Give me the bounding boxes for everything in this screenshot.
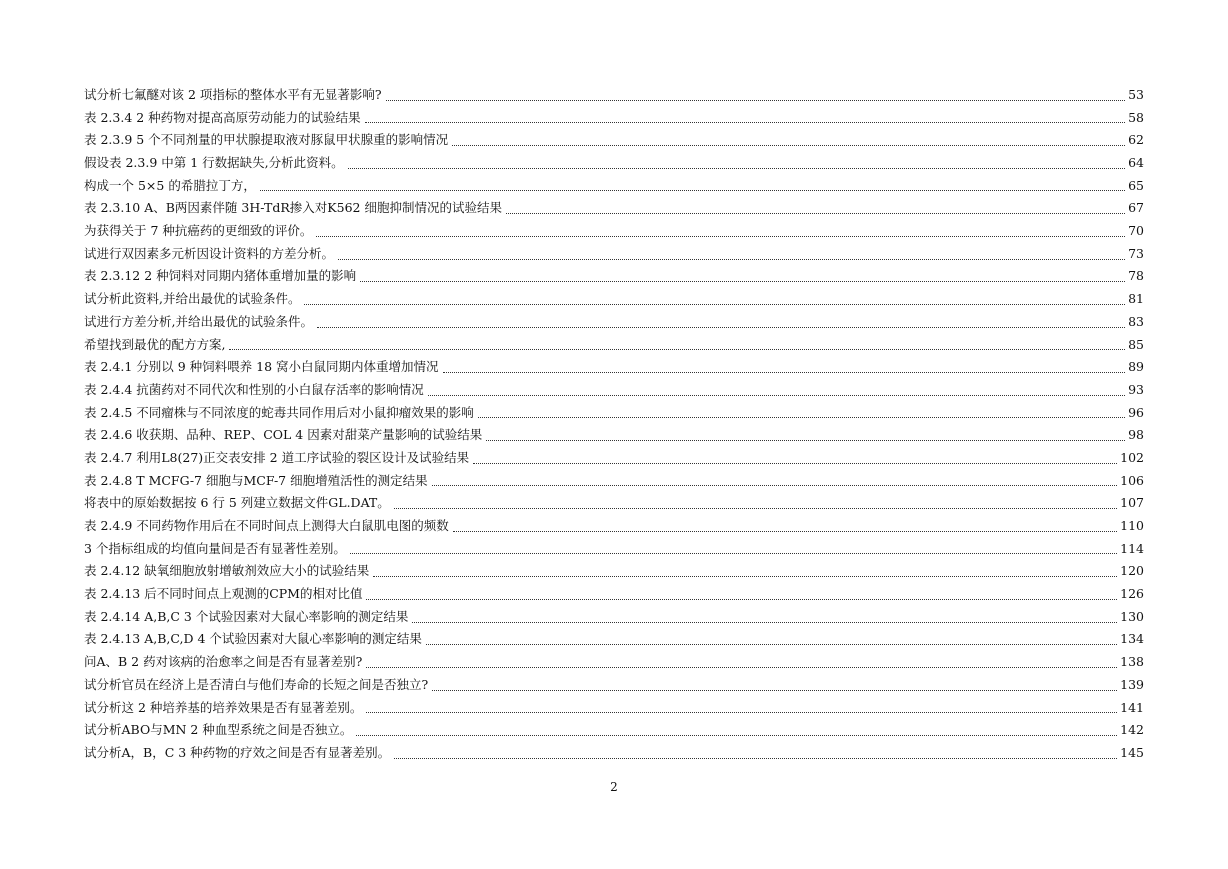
toc-entry-page-number: 64: [1128, 155, 1144, 171]
toc-entry[interactable]: [84, 447, 1144, 470]
toc-dot-leader: [394, 758, 1117, 759]
toc-entry[interactable]: [84, 674, 1144, 697]
toc-entry-title: 表 2.3.9 5 个不同剂量的甲状腺提取液对豚鼠甲状腺重的影响情况: [84, 132, 449, 148]
toc-entry[interactable]: [84, 560, 1144, 583]
toc-entry-page-number: 62: [1128, 132, 1144, 148]
toc-dot-leader: [432, 690, 1117, 691]
toc-entry-page-number: 89: [1128, 359, 1144, 375]
toc-entry-page-number: 130: [1120, 608, 1144, 624]
toc-entry[interactable]: [84, 311, 1144, 334]
toc-entry[interactable]: [84, 742, 1144, 765]
table-of-contents: [84, 84, 1144, 765]
toc-entry-title: 试进行方差分析,并给出最优的试验条件。: [84, 313, 313, 329]
toc-entry-title: 试分析七氟醚对该 2 项指标的整体水平有无显著影响?: [84, 86, 382, 102]
toc-entry-title: 表 2.4.1 分别以 9 种饲料喂养 18 窝小白鼠同期内体重增加情况: [84, 359, 439, 375]
toc-entry-title: 试进行双因素多元析因设计资料的方差分析。: [84, 245, 335, 261]
toc-entry-page-number: 102: [1120, 449, 1144, 465]
toc-entry-title: 构成一个 5×5 的希腊拉丁方，: [84, 177, 256, 193]
toc-entry[interactable]: [84, 697, 1144, 720]
toc-dot-leader: [453, 531, 1117, 532]
toc-entry[interactable]: [84, 424, 1144, 447]
toc-entry[interactable]: [84, 152, 1144, 175]
toc-entry-page-number: 96: [1128, 404, 1144, 420]
toc-entry-page-number: 98: [1128, 427, 1144, 443]
toc-entry-page-number: 120: [1120, 563, 1144, 579]
toc-entry[interactable]: [84, 220, 1144, 243]
toc-entry-title: 为获得关于 7 种抗癌药的更细致的评价。: [84, 223, 313, 239]
toc-dot-leader: [478, 417, 1125, 418]
toc-entry-title: 表 2.4.12 缺氧细胞放射增敏剂效应大小的试验结果: [84, 563, 370, 579]
toc-entry-page-number: 85: [1128, 336, 1144, 352]
toc-entry-title: 试分析官员在经济上是否清白与他们寿命的长短之间是否独立?: [84, 676, 429, 692]
toc-entry[interactable]: [84, 379, 1144, 402]
toc-entry[interactable]: [84, 492, 1144, 515]
toc-dot-leader: [386, 100, 1125, 101]
toc-dot-leader: [338, 259, 1125, 260]
toc-dot-leader: [356, 735, 1117, 736]
toc-dot-leader: [473, 463, 1117, 464]
toc-entry-page-number: 67: [1128, 200, 1144, 216]
toc-dot-leader: [366, 667, 1117, 668]
toc-entry[interactable]: [84, 107, 1144, 130]
toc-entry-page-number: 83: [1128, 313, 1144, 329]
toc-entry-title: 问A、B 2 药对该病的治愈率之间是否有显著差别?: [84, 654, 363, 670]
toc-entry[interactable]: [84, 175, 1144, 198]
toc-dot-leader: [506, 213, 1125, 214]
toc-dot-leader: [316, 236, 1125, 237]
toc-entry-page-number: 93: [1128, 381, 1144, 397]
toc-dot-leader: [428, 395, 1125, 396]
toc-entry-title: 试分析此资料,并给出最优的试验条件。: [84, 291, 301, 307]
toc-entry[interactable]: [84, 356, 1144, 379]
toc-dot-leader: [304, 304, 1125, 305]
toc-entry-title: 试分析这 2 种培养基的培养效果是否有显著差别。: [84, 699, 363, 715]
toc-entry-page-number: 53: [1128, 86, 1144, 102]
toc-entry-title: 表 2.4.8 T MCFG-7 细胞与MCF-7 细胞增殖活性的测定结果: [84, 472, 428, 488]
toc-dot-leader: [229, 349, 1125, 350]
toc-dot-leader: [350, 553, 1117, 554]
toc-entry[interactable]: [84, 266, 1144, 289]
toc-entry-title: 表 2.4.14 A,B,C 3 个试验因素对大鼠心率影响的测定结果: [84, 608, 409, 624]
toc-entry-title: 试分析A，B，C 3 种药物的疗效之间是否有显著差别。: [84, 744, 391, 760]
toc-entry[interactable]: [84, 288, 1144, 311]
toc-dot-leader: [486, 440, 1125, 441]
toc-entry-title: 表 2.4.7 利用L8(27)正交表安排 2 道工序试验的裂区设计及试验结果: [84, 449, 470, 465]
toc-dot-leader: [426, 644, 1117, 645]
toc-entry-page-number: 70: [1128, 223, 1144, 239]
toc-entry-title: 3 个指标组成的均值向量间是否有显著性差别。: [84, 540, 346, 556]
toc-entry[interactable]: [84, 84, 1144, 107]
toc-entry-page-number: 145: [1120, 744, 1144, 760]
page-number: 2: [610, 780, 618, 794]
toc-entry-title: 表 2.4.4 抗菌药对不同代次和性别的小白鼠存活率的影响情况: [84, 381, 424, 397]
toc-entry-page-number: 73: [1128, 245, 1144, 261]
toc-entry-page-number: 126: [1120, 586, 1144, 602]
toc-entry[interactable]: [84, 129, 1144, 152]
toc-dot-leader: [348, 168, 1125, 169]
toc-entry[interactable]: [84, 606, 1144, 629]
toc-entry[interactable]: [84, 515, 1144, 538]
toc-entry[interactable]: [84, 197, 1144, 220]
toc-dot-leader: [452, 145, 1125, 146]
toc-entry-page-number: 107: [1120, 495, 1144, 511]
toc-entry-page-number: 110: [1120, 518, 1144, 534]
toc-dot-leader: [365, 122, 1125, 123]
toc-entry-title: 希望找到最优的配方方案,: [84, 336, 226, 352]
toc-dot-leader: [443, 372, 1125, 373]
toc-entry-title: 表 2.4.13 A,B,C,D 4 个试验因素对大鼠心率影响的测定结果: [84, 631, 422, 647]
toc-entry-page-number: 58: [1128, 109, 1144, 125]
toc-dot-leader: [366, 712, 1117, 713]
toc-dot-leader: [317, 327, 1125, 328]
toc-entry-page-number: 139: [1120, 676, 1144, 692]
toc-entry-title: 表 2.3.4 2 种药物对提高高原劳动能力的试验结果: [84, 109, 361, 125]
toc-dot-leader: [360, 281, 1125, 282]
toc-entry-page-number: 134: [1120, 631, 1144, 647]
toc-entry[interactable]: [84, 334, 1144, 357]
toc-entry-title: 表 2.4.6 收获期、品种、REP、COL 4 因素对甜菜产量影响的试验结果: [84, 427, 483, 443]
toc-dot-leader: [373, 576, 1117, 577]
toc-dot-leader: [366, 599, 1117, 600]
toc-entry-page-number: 106: [1120, 472, 1144, 488]
toc-entry[interactable]: [84, 243, 1144, 266]
toc-entry-page-number: 65: [1128, 177, 1144, 193]
toc-entry-title: 试分析ABO与MN 2 种血型系统之间是否独立。: [84, 722, 353, 738]
toc-entry-page-number: 114: [1120, 540, 1144, 556]
toc-entry-page-number: 81: [1128, 291, 1144, 307]
toc-dot-leader: [260, 190, 1125, 191]
toc-entry[interactable]: [84, 470, 1144, 493]
toc-dot-leader: [412, 622, 1117, 623]
toc-entry-title: 表 2.4.9 不同药物作用后在不同时间点上测得大白鼠肌电图的频数: [84, 518, 449, 534]
toc-entry[interactable]: [84, 651, 1144, 674]
toc-entry-title: 表 2.3.10 A、B两因素伴随 3H-TdR掺入对K562 细胞抑制情况的试验结果: [84, 200, 502, 216]
toc-entry-title: 将表中的原始数据按 6 行 5 列建立数据文件GL.DAT。: [84, 495, 390, 511]
toc-entry-page-number: 142: [1120, 722, 1144, 738]
toc-entry-title: 表 2.3.12 2 种饲料对同期内猪体重增加量的影响: [84, 268, 357, 284]
toc-entry[interactable]: [84, 583, 1144, 606]
toc-entry[interactable]: [84, 629, 1144, 652]
toc-entry-title: 假设表 2.3.9 中第 1 行数据缺失,分析此资料。: [84, 155, 344, 171]
toc-entry-title: 表 2.4.5 不同瘤株与不同浓度的蛇毒共同作用后对小鼠抑瘤效果的影响: [84, 404, 474, 420]
toc-entry-page-number: 138: [1120, 654, 1144, 670]
toc-entry[interactable]: [84, 538, 1144, 561]
toc-entry-title: 表 2.4.13 后不同时间点上观测的CPM的相对比值: [84, 586, 363, 602]
toc-dot-leader: [432, 485, 1118, 486]
toc-entry-page-number: 78: [1128, 268, 1144, 284]
toc-dot-leader: [394, 508, 1117, 509]
toc-entry[interactable]: [84, 402, 1144, 425]
toc-entry[interactable]: [84, 719, 1144, 742]
toc-entry-page-number: 141: [1120, 699, 1144, 715]
